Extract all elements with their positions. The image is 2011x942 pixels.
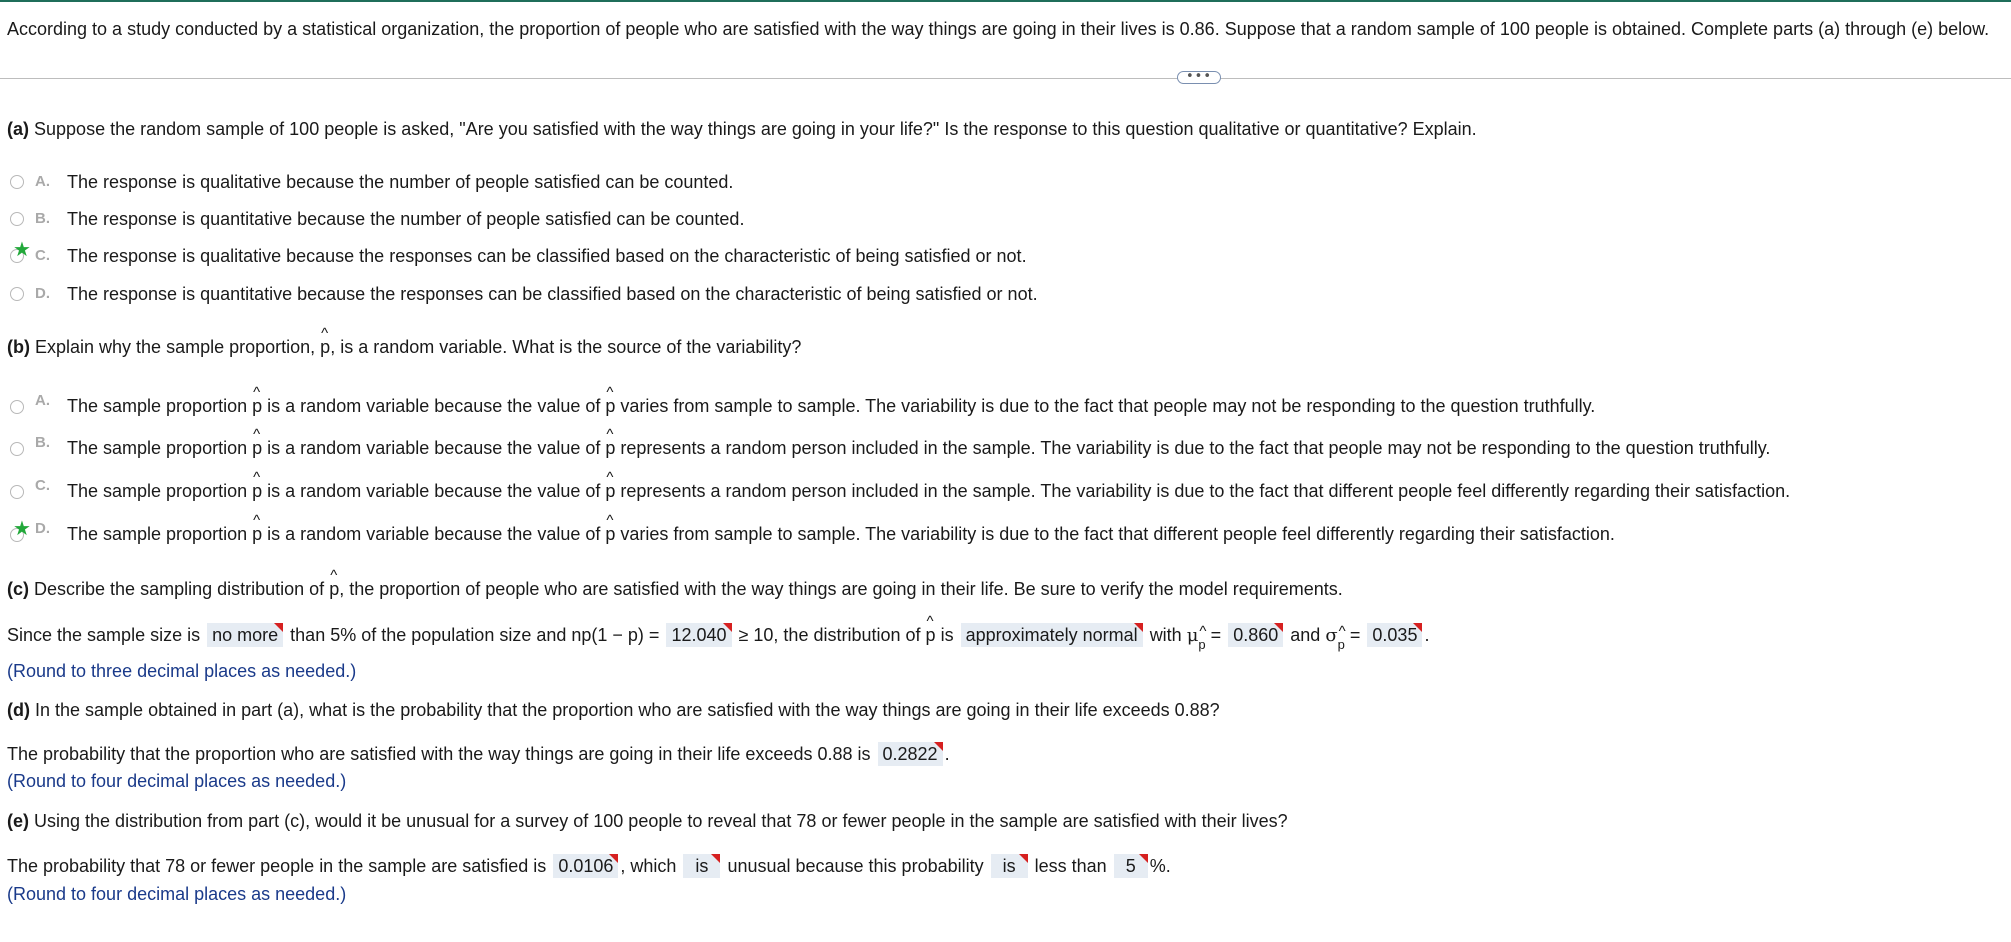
radio-button[interactable] bbox=[10, 287, 24, 301]
answer-box[interactable]: is bbox=[991, 854, 1028, 878]
part-b-question: (b) Explain why the sample proportion, ^ p, is a random variable. What is the source of the variability? bbox=[7, 336, 801, 358]
part-e-question: (e) Using the distribution from part (c), would it be unusual for a survey of 100 people to reveal that 78 or fewer people in the sample are satisfied with their lives? bbox=[7, 811, 1288, 831]
radio-button[interactable] bbox=[10, 212, 24, 226]
part-d-question: (d) In the sample obtained in part (a), what is the probability that the proportion who are satisfied with the way things are going in their life exceeds 0.88? bbox=[7, 700, 1220, 720]
radio-button[interactable] bbox=[10, 175, 24, 189]
correct-star-icon: ★ bbox=[13, 237, 31, 261]
answer-box[interactable]: is bbox=[683, 854, 720, 878]
part-c-answer-line: Since the sample size is no more than 5% of the population size and np(1 − p) = 12.040 ≥ 10, the distribution of ^ p is approximately normal with μ^ $_p$ = 0.860 and σ^ $_p$ = 0.035 . bbox=[7, 623, 1429, 649]
part-d-answer-line: The probability that the proportion who are satisfied with the way things are going in their life exceeds 0.88 is 0.2822 . bbox=[7, 744, 950, 764]
radio-button[interactable] bbox=[10, 442, 24, 456]
problem-intro: According to a study conducted by a statistical organization, the proportion of people who are satisfied with the way things are going in their lives is 0.86. Suppose that a random sample of 100 people is obtained. Complete parts (a) through (e) below. bbox=[7, 19, 1990, 39]
answer-box[interactable]: no more bbox=[207, 623, 283, 647]
part-c-question: (c) Describe the sampling distribution of ^ p, the proportion of people who are satisfied with the way things are going in their life. Be sure to verify the model requirements. bbox=[7, 578, 1343, 600]
expand-more-button[interactable]: ••• bbox=[1177, 71, 1221, 84]
part-a-question: (a) Suppose the random sample of 100 people is asked, "Are you satisfied with the way things are going in your life?" Is the response to this question qualitative or quantitative? Explain. bbox=[7, 119, 1477, 139]
radio-button[interactable] bbox=[10, 400, 24, 414]
part-c-hint: (Round to three decimal places as needed.) bbox=[7, 661, 357, 681]
part-e-hint: (Round to four decimal places as needed.) bbox=[7, 884, 347, 904]
answer-box[interactable]: 0.0106 bbox=[553, 854, 618, 878]
answer-box[interactable]: 0.035 bbox=[1367, 623, 1422, 647]
answer-box[interactable]: 0.2822 bbox=[878, 742, 943, 766]
answer-box[interactable]: approximately normal bbox=[961, 623, 1143, 647]
correct-star-icon: ★ bbox=[13, 516, 31, 540]
answer-box[interactable]: 0.860 bbox=[1228, 623, 1283, 647]
top-accent-bar bbox=[0, 0, 2011, 2]
p-hat-symbol: ^ p bbox=[320, 336, 330, 358]
part-e-answer-line: The probability that 78 or fewer people in the sample are satisfied is 0.0106 , which is unusual because this probability is less than 5 %. bbox=[7, 856, 1171, 876]
part-d-hint: (Round to four decimal places as needed.) bbox=[7, 771, 347, 791]
section-divider bbox=[0, 78, 2011, 79]
radio-button[interactable] bbox=[10, 485, 24, 499]
answer-box[interactable]: 12.040 bbox=[666, 623, 731, 647]
answer-box[interactable]: 5 bbox=[1114, 854, 1148, 878]
